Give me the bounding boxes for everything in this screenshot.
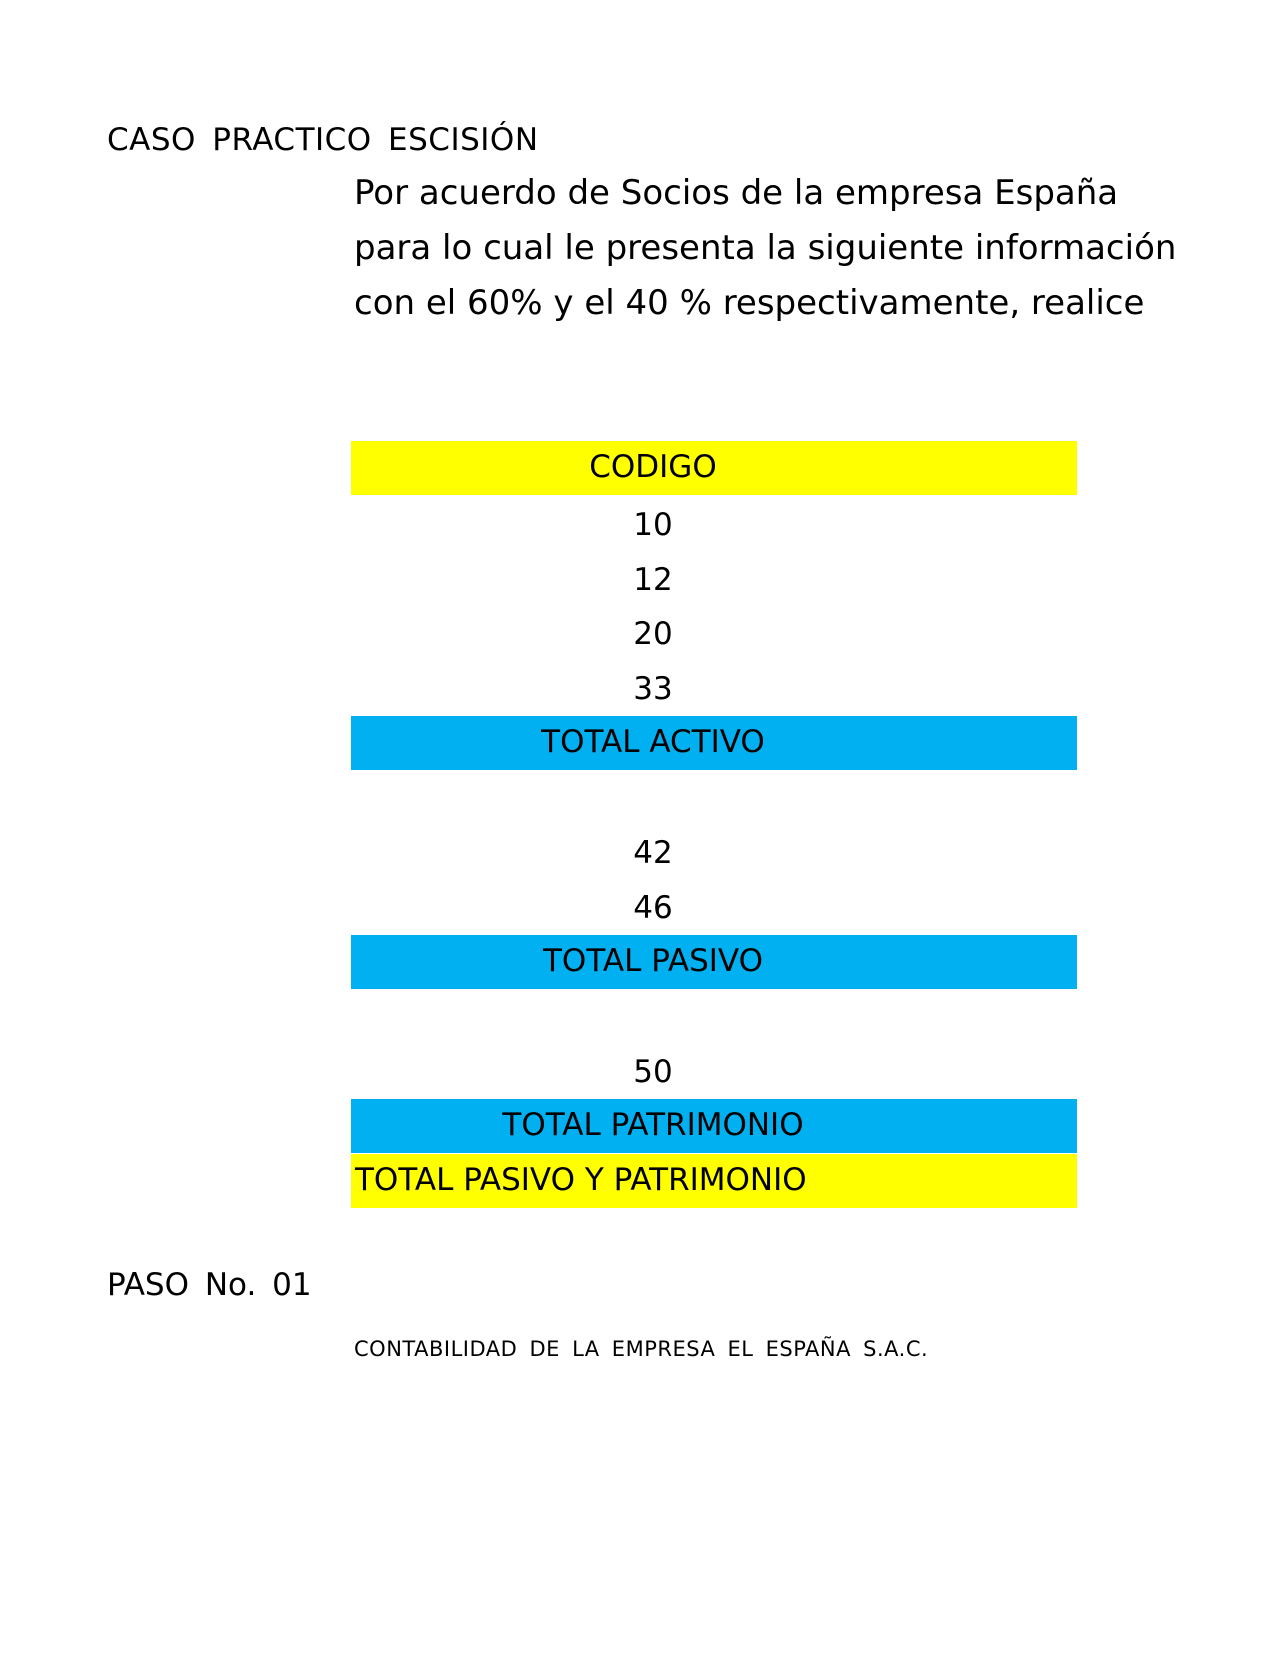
- case-statement-line-1: Por acuerdo de Socios de la empresa España: [354, 173, 1119, 213]
- account-code-cell: 10: [633, 507, 673, 543]
- total-patrimonio-row: [351, 1099, 1077, 1153]
- total-activo-label: TOTAL ACTIVO: [541, 724, 765, 760]
- total-pasivo-label: TOTAL PASIVO: [543, 943, 763, 979]
- total-pasivo-row: [351, 935, 1077, 989]
- total-pasivo-patrimonio-label: TOTAL PASIVO Y PATRIMONIO: [355, 1162, 807, 1198]
- section-subtitle: CONTABILIDAD DE LA EMPRESA EL ESPAÑA S.A.C.: [354, 1337, 929, 1361]
- total-activo-row: [351, 716, 1077, 770]
- case-title: CASO PRACTICO ESCISIÓN: [107, 122, 539, 158]
- case-statement-line-3: con el 60% y el 40 % respectivamente, realice: [354, 283, 1145, 323]
- table-header-row: [351, 441, 1077, 495]
- account-code-cell: 20: [633, 616, 673, 652]
- case-statement-line-2: para lo cual le presenta la siguiente información: [354, 228, 1177, 268]
- code-column-header: CODIGO: [589, 449, 717, 485]
- account-code-cell: 46: [633, 890, 673, 926]
- account-code-cell: 42: [633, 835, 673, 871]
- step-heading: PASO No. 01: [107, 1267, 312, 1303]
- account-code-cell: 12: [633, 562, 673, 598]
- total-patrimonio-label: TOTAL PATRIMONIO: [502, 1107, 804, 1143]
- total-pasivo-patrimonio-row: [351, 1154, 1077, 1208]
- case-statement: [354, 173, 1177, 336]
- account-code-cell: 50: [633, 1054, 673, 1090]
- account-code-cell: 33: [633, 671, 673, 707]
